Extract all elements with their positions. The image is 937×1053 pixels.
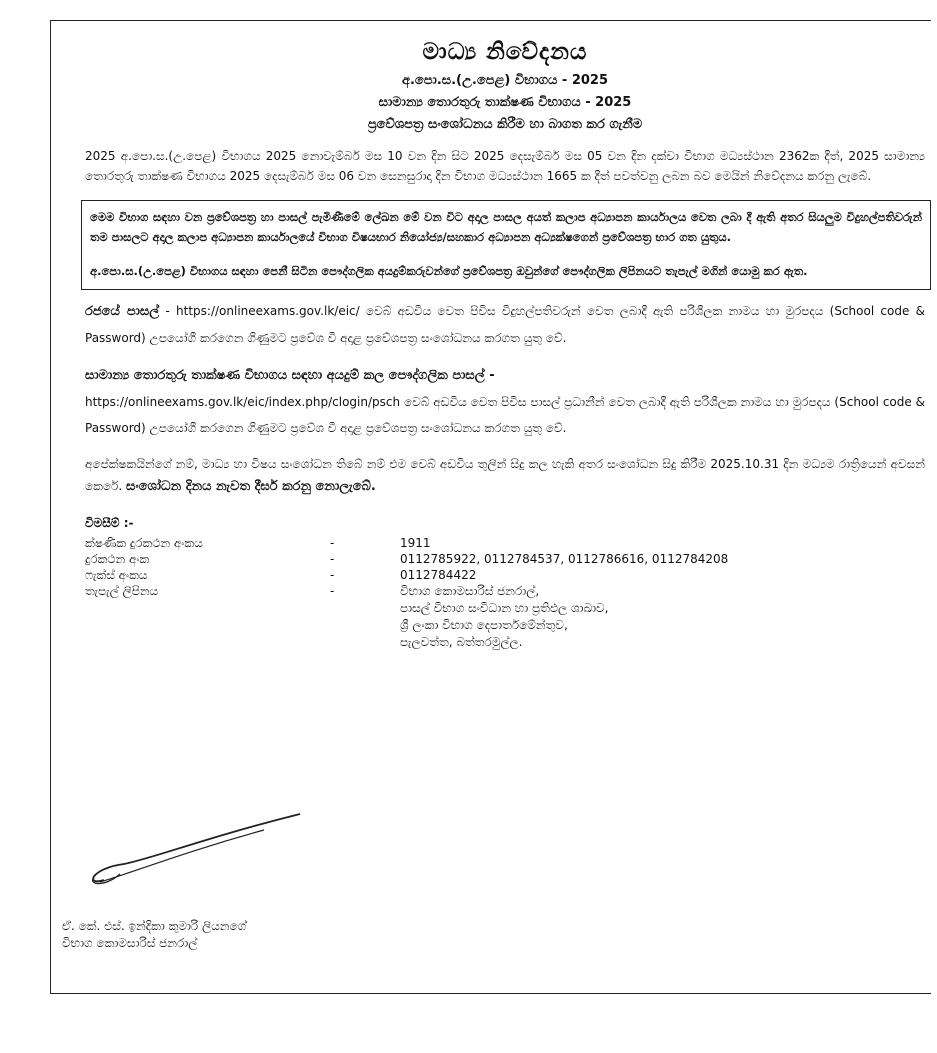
intro-paragraph: 2025 අ.පො.ස.(උ.පෙළ) විභාගය 2025 නොවැම්බර් මස 10 වන දින සිට 2025 දෙසැම්බර් මස 05 වන දින දක්වා විභාග මධ්‍යස්ථාන 2362ක දීත්, 2025 සාමාන්‍ය තොරතුරු තාක්ෂණ විභාගය 2025 දෙසැම්බර් මස 06 වන සෙනසුරාදා දින විභාග මධ්‍යස්ථාන 1665 ක දීත් පවත්වනු ලබන බව මෙයින් නිවේදනය කරනු ලැබේ.: [85, 149, 925, 183]
deadline-bold-note: සංශෝධන දිනය නැවත දීර්ඝ කරනු නොලැබේ.: [125, 479, 376, 494]
signatory-block: [62, 918, 246, 952]
notice-box: [81, 200, 931, 290]
contact-row: [85, 583, 728, 651]
signatory-name: ඒ. කේ. එස්. ඉන්දිකා කුමාරි ලියනගේ: [62, 919, 247, 933]
deadline-paragraph: [85, 453, 925, 498]
page-title: මාධ්‍ය නිවේදනය: [422, 39, 588, 65]
notice-box-para-1: මෙම විභාග සඳහා වන ප්‍රවේශපත්‍ර හා පාසල් පැමිණීමේ ලේඛන මේ වන විට අදාල පාසල අයත් කලාප අධ්‍යාපන කාර්යාලය වෙත ලබා දී ඇති අතර සියලුම විදුහල්පතිවරුන් තම පාසලට අදාල කලාප අධ්‍යාපන කාර්යාලයේ විභාග විෂයභාර නියෝජ්‍ය/සහකාර අධ්‍යාපන අධ්‍යක්ෂගෙන් ප්‍රවේශපත්‍ර භාර ගත යුතුය.: [90, 210, 922, 244]
contact-value: 0112785922, 0112784537, 0112786616, 0112784208: [400, 552, 729, 566]
gov-schools-text: - https://onlineexams.gov.lk/eic/ වෙබ් අඩවිය වෙත පිවිස විදුහල්පතිවරුන් වෙත ලබාදී ඇති පරිශීලක නාමය හා මුරපදය (School code & Password) උපයෝගී කරගෙන ගිණුමට ප්‍රවේශ වී අදාළ ප්‍රවේශපත්‍ර සංශෝධනය කරගත යුතු වේ.: [85, 304, 925, 345]
signatory-title: විභාග කොමසාරිස් ජනරාල්: [62, 936, 198, 950]
notice-subject: ප්‍රවේශපත්‍ර සංශෝධනය කිරීම හා බාගත කර ගැනීම: [367, 117, 643, 132]
contacts-table: [85, 535, 728, 651]
contact-dash: -: [330, 552, 335, 566]
private-schools-label: සාමාන්‍ය තොරතුරු තාක්ෂණ විභාගය සඳහා අයදුම් කල පෞද්ගලික පාසල් -: [85, 368, 495, 383]
contact-row: [85, 535, 728, 551]
address-line: ශ්‍රී ලංකා විභාග දෙපාර්තමේන්තුව,: [400, 618, 568, 632]
contact-value: 1911: [400, 536, 431, 550]
gov-schools-label: රජයේ පාසල්: [85, 304, 160, 319]
contact-dash: -: [330, 536, 335, 550]
address-label: තැපැල් ලිපිනය: [85, 584, 159, 598]
contact-label: දුරකථන අංක: [85, 552, 150, 566]
contact-row: [85, 551, 728, 567]
contact-row: [85, 567, 728, 583]
contact-label: ෆැක්ස් අංකය: [85, 568, 148, 582]
gov-schools-section: [85, 298, 925, 351]
address-line: පැලවත්ත, බත්තරමුල්ල.: [400, 635, 523, 649]
address-line: විභාග කොමසාරිස් ජනරාල්,: [400, 584, 540, 598]
inquiries-heading: විමසීම් :-: [85, 516, 134, 530]
notice-body: [85, 21, 925, 651]
exam-subtitle: අ.පො.ස.(උ.පෙළ) විභාගය - 2025: [401, 73, 609, 88]
notice-box-para-2: අ.පො.ස.(උ.පෙළ) විභාගය සඳහා පෙනී සිටින පෞද්ගලික අයදුම්කරුවන්ගේ ප්‍රවේශපත්‍ර ඔවුන්ගේ පෞද්ගලික ලිපිනයට තැපැල් මගින් යොමු කර ඇත.: [90, 264, 808, 278]
contact-value: 0112784422: [400, 568, 477, 582]
postal-address: [400, 583, 728, 651]
address-line: පාසල් විභාග සංවිධාන හා ප්‍රතිඵල ශාඛාව,: [400, 601, 609, 615]
signature-image: [64, 808, 304, 898]
contact-dash: -: [330, 568, 335, 582]
private-schools-text: https://onlineexams.gov.lk/eic/index.php/clogin/psch වෙබ් අඩවිය වෙත පිවිස පාසල් ප්‍රධානීන් වෙත ලබාදී ඇති පරිශීලක නාමය හා මුරපදය (School code & Password) උපයෝගී කරගෙන ගිණුමට ප්‍රවේශ වී අදාළ ප්‍රවේශපත්‍ර සංශෝධනය කරගත යුතු වේ.: [85, 395, 925, 435]
contact-dash: -: [330, 584, 335, 598]
private-schools-section: [85, 363, 925, 441]
it-exam-subtitle: සාමාන්‍ය තොරතුරු තාක්ෂණ විභාගය - 2025: [378, 95, 632, 110]
contact-label: ක්ෂණික දුරකථන අංකය: [85, 536, 203, 550]
deadline-text: අපේක්ෂකයින්ගේ නම්, මාධ්‍ය හා විෂය සංශෝධන තිබේ නම් එම වෙබ් අඩවිය තුලින් සිදු කල හැකි අතර සංශෝධන සිදු කිරීම 2025.10.31 දින මධ්‍යම රාත්‍රියෙන් අවසන් කෙරේ.: [85, 457, 925, 493]
